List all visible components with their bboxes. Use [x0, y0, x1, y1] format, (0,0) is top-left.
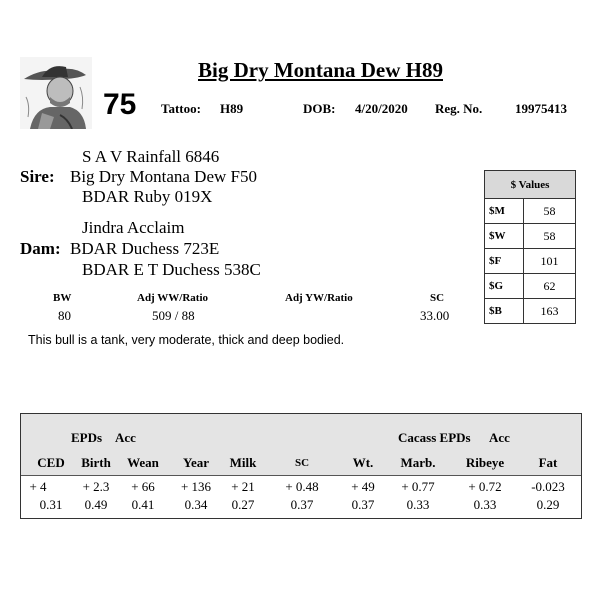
ww-value: 509 / 88 [152, 308, 195, 323]
sc-label: SC [430, 292, 445, 304]
dob-label: DOB: [303, 101, 336, 116]
col-wt: Wt. [352, 455, 374, 470]
col-fat: Fat [538, 455, 558, 470]
col-wean: Wean [127, 455, 159, 470]
acc-marb: 0.33 [406, 497, 430, 512]
value-num: 62 [524, 274, 576, 299]
ww-label: Adj WW/Ratio [137, 292, 208, 304]
carcass-acc-label: Acc [489, 430, 510, 445]
sire-sire: S A V Rainfall 6846 [82, 147, 220, 166]
value-key: $W [485, 224, 524, 249]
epd-wt: + 49 [351, 479, 375, 494]
acc-sc: 0.37 [290, 497, 314, 512]
dam-sire: Jindra Acclaim [82, 218, 185, 237]
reg-label: Reg. No. [435, 101, 483, 116]
col-year: Year [183, 455, 209, 470]
acc-milk: 0.27 [231, 497, 255, 512]
epd-year: + 136 [180, 479, 212, 494]
acc-ced: 0.31 [39, 497, 63, 512]
acc-ribeye: 0.33 [473, 497, 497, 512]
sire-dam: BDAR Ruby 019X [82, 187, 213, 206]
epd-group-label: EPDs [71, 430, 103, 445]
description: This bull is a tank, very moderate, thick and deep bodied. [28, 333, 345, 347]
value-num: 163 [524, 299, 576, 324]
epd-fat: -0.023 [531, 479, 565, 494]
acc-fat: 0.29 [536, 497, 560, 512]
dam-label: Dam: [20, 239, 61, 258]
animal-name: Big Dry Montana Dew H89 [198, 58, 443, 82]
epd-marb: + 0.77 [401, 479, 435, 494]
value-key: $M [485, 199, 524, 224]
epd-birth: + 2.3 [82, 479, 110, 494]
epd-wean: + 66 [131, 479, 155, 494]
epd-ribeye: + 0.72 [468, 479, 502, 494]
col-milk: Milk [229, 455, 257, 470]
value-key: $G [485, 274, 524, 299]
col-ced: CED [37, 455, 65, 470]
value-row [485, 249, 576, 274]
value-row [485, 299, 576, 324]
epd-sc: + 0.48 [285, 479, 319, 494]
dob-value: 4/20/2020 [355, 101, 408, 116]
acc-year: 0.34 [184, 497, 208, 512]
dollar-values-table [484, 170, 576, 324]
value-row [485, 274, 576, 299]
sire-label: Sire: [20, 167, 55, 186]
col-marb: Marb. [400, 455, 436, 470]
value-key: $F [485, 249, 524, 274]
col-ribeye: Ribeye [465, 455, 505, 470]
value-num: 58 [524, 199, 576, 224]
value-num: 58 [524, 224, 576, 249]
epd-milk: + 21 [231, 479, 255, 494]
tattoo-label: Tattoo: [161, 101, 201, 116]
value-row [485, 224, 576, 249]
col-sc: SC [294, 457, 310, 469]
sire-name: Big Dry Montana Dew F50 [70, 167, 257, 186]
acc-birth: 0.49 [84, 497, 108, 512]
epd-ced: + 4 [29, 479, 47, 494]
value-num: 101 [524, 249, 576, 274]
epd-table [20, 413, 582, 519]
carcass-group-label: Cacass EPDs [398, 430, 471, 445]
value-key: $B [485, 299, 524, 324]
reg-value: 19975413 [515, 101, 567, 116]
dollar-values-header: $ Values [485, 171, 576, 199]
cowboy-photo [20, 57, 92, 129]
dam-name: BDAR Duchess 723E [70, 239, 220, 258]
yw-label: Adj YW/Ratio [285, 292, 353, 304]
dam-dam: BDAR E T Duchess 538C [82, 260, 261, 279]
lot-number: 75 [103, 88, 137, 121]
col-birth: Birth [81, 455, 111, 470]
acc-wean: 0.41 [131, 497, 155, 512]
epd-divider [21, 475, 581, 476]
acc-wt: 0.37 [351, 497, 375, 512]
sc-value: 33.00 [420, 308, 450, 323]
tattoo-value: H89 [220, 101, 244, 116]
value-row [485, 199, 576, 224]
bw-label: BW [53, 292, 72, 304]
bw-value: 80 [58, 308, 71, 323]
epd-acc-label: Acc [115, 430, 136, 445]
